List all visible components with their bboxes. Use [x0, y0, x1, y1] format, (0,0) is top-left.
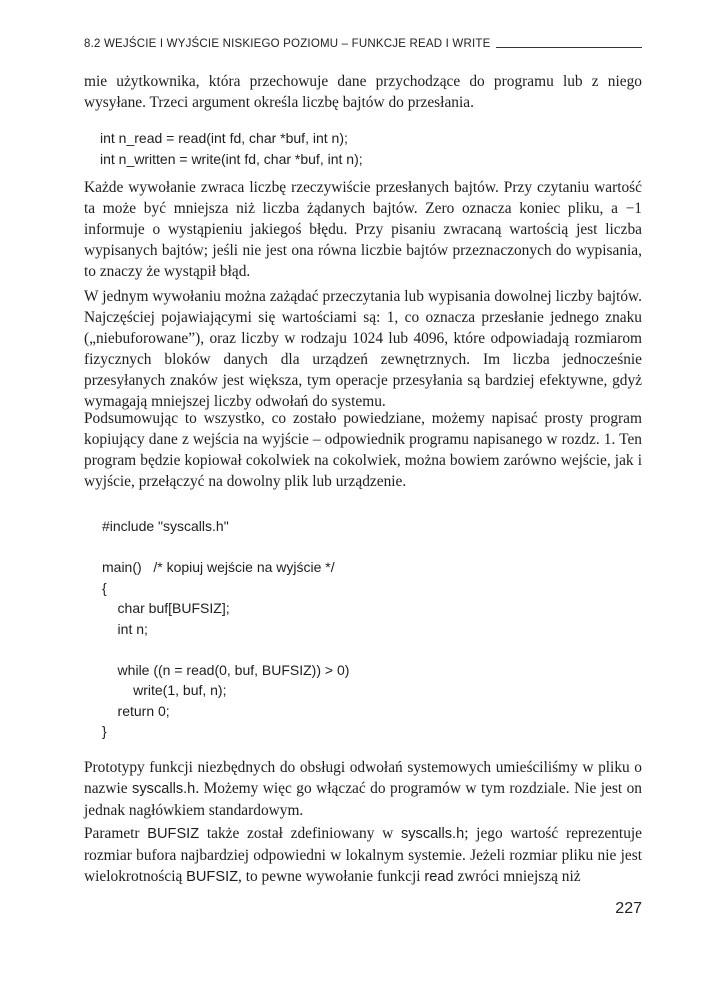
paragraph-4: Podsumowując to wszystko, co zostało powiedziane, możemy napisać prosty program kopiujący dane z wejścia na wyjście – odpowiednik programu napisanego w rozdz. 1. Ten program będzie kopiował cokolwiek na cokolwiek, można bowiem zarówno wejście, jak i wyjście, przełączyć na dowolny plik lub urządzenie. — [84, 410, 642, 490]
code-block-program — [102, 516, 660, 742]
code-line: main() /* kopiuj wejście na wyjście */ — [102, 559, 335, 575]
paragraph-6 — [84, 823, 642, 888]
running-head-title: 8.2 WEJŚCIE I WYJŚCIE NISKIEGO POZIOMU – FUNKCJE READ I WRITE — [84, 38, 491, 50]
inline-code-syscalls: syscalls.h — [400, 826, 465, 842]
code-line — [102, 639, 660, 660]
paragraph-6-text-b: także został zdefiniowany w — [199, 825, 401, 842]
code-block-signatures — [100, 128, 658, 169]
paragraph-6-text-d: , to pewne wywołanie funkcji — [238, 868, 425, 885]
inline-code-bufsiz: BUFSIZ — [147, 826, 200, 842]
inline-code-read: read — [424, 869, 454, 885]
code-line: #include "syscalls.h" — [102, 518, 229, 534]
running-head — [84, 38, 642, 50]
paragraph-6-text-a: Parametr — [84, 825, 148, 842]
code-line: } — [102, 723, 107, 739]
code-line: write(1, buf, n); — [102, 682, 227, 698]
running-head-rule — [496, 47, 642, 48]
paragraph-2: Każde wywołanie zwraca liczbę rzeczywiście przesłanych bajtów. Przy czytaniu wartość ta może być mniejsza niż liczba żądanych bajtów. Zero oznacza koniec pliku, a −1 informuje o wystąpieniu jakiegoś błędu. Przy pisaniu zwracaną wartością jest liczba wypisanych bajtów; jeśli nie jest ona równa liczbie bajtów przeznaczonych do wypisania, to znaczy że wystąpił błąd. — [84, 179, 642, 280]
paragraph-1: mie użytkownika, która przechowuje dane przychodzące do programu lub z niego wysyłane. Trzeci argument określa liczbę bajtów do przesłania. — [84, 73, 642, 111]
code-line: while ((n = read(0, buf, BUFSIZ)) > 0) — [102, 661, 350, 678]
inline-code-syscalls: syscalls.h — [132, 781, 196, 797]
code-line: { — [102, 579, 107, 596]
code-line: int n_read = read(int fd, char *buf, int n); — [100, 130, 348, 146]
inline-code-bufsiz: BUFSIZ — [186, 869, 239, 885]
code-line: char buf[BUFSIZ]; — [102, 600, 230, 616]
code-line: int n_written = write(int fd, char *buf, int n); — [100, 150, 363, 167]
code-line — [102, 537, 660, 558]
paragraph-5-text-a: Prototypy funkcji niezbędnych do obsługi odwołań systemowych umieściliśmy w pliku o nazwie — [84, 759, 642, 797]
paragraph-6-text-c: ; jego wartość reprezentuje rozmiar bufora najbardziej odpowiedni w lokalnym systemie. Jeżeli rozmiar pliku nie jest wielokrotnością — [84, 825, 642, 885]
paragraph-5 — [84, 757, 642, 821]
paragraph-3: W jednym wywołaniu można zażądać przeczytania lub wypisania dowolnej liczby bajtów. Najczęściej pojawiającymi się wartościami są: 1, co oznacza przesłanie jednego znaku („niebuforowane”), oraz liczby w rodzaju 1024 lub 4096, które odpowiadają rozmiarom fizycznych bloków danych dla urządzeń zewnętrznych. Im liczba jednocześnie przesyłanych znaków jest większa, tym operacje przesyłania są bardziej efektywne, gdyż wymagają mniejszej liczby odwołań do systemu. — [84, 288, 642, 410]
book-page — [84, 0, 642, 996]
paragraph-5-text-b: . Możemy więc go włączać do programów w tym rozdziale. Nie jest on jednak nagłówkiem standardowym. — [84, 780, 642, 819]
paragraph-6-text-e: zwróci mniejszą niż — [453, 868, 581, 885]
code-line: int n; — [102, 620, 148, 637]
page-number: 227 — [615, 900, 642, 917]
code-line: return 0; — [102, 702, 170, 719]
